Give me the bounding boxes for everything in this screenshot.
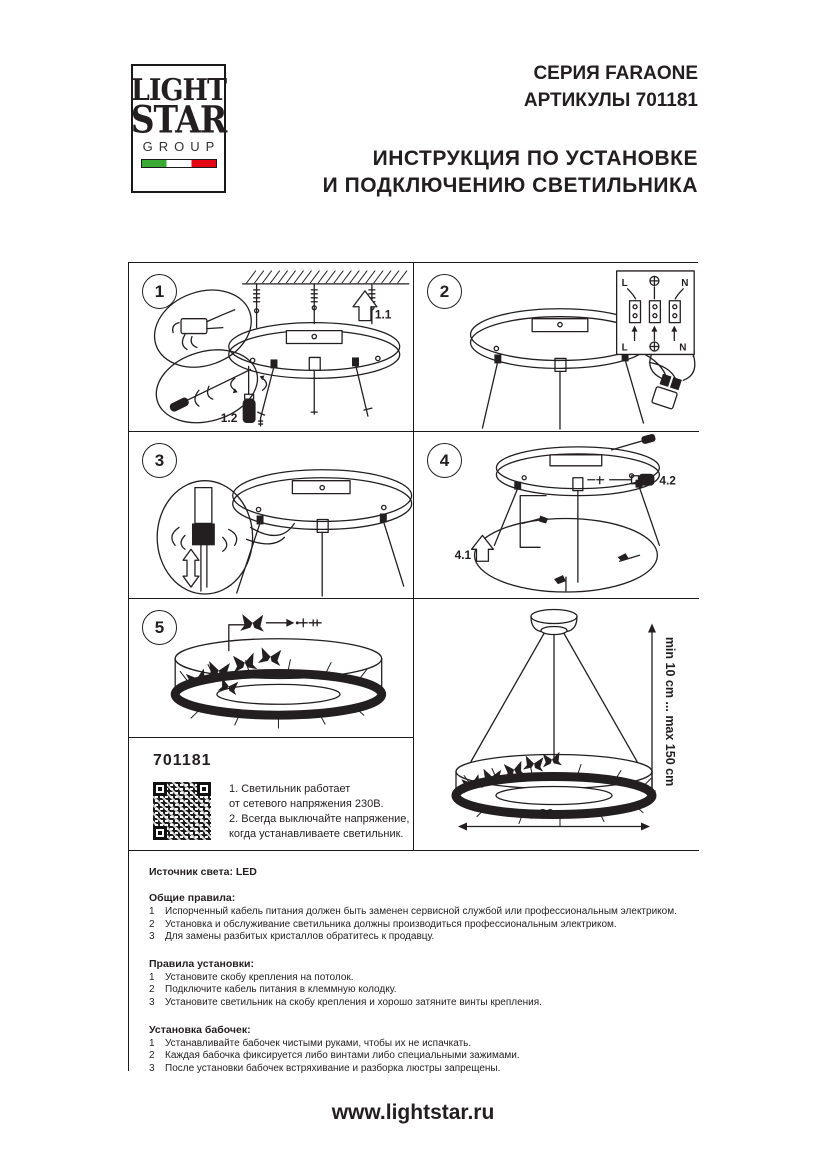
panel-step-4 xyxy=(414,432,699,599)
rule-item: 3 После установки бабочек встряхивание и разборка люстры запрещены. xyxy=(149,1062,501,1074)
panel-step-1 xyxy=(129,263,414,432)
terminal-label-L-top: L xyxy=(621,277,628,289)
label-4-2: 4.2 xyxy=(659,473,676,488)
diameter-label: ø80 cm xyxy=(530,806,578,822)
qr-code xyxy=(153,782,211,840)
panel-dimensions xyxy=(414,599,699,850)
instruction-title-line2: И ПОДКЛЮЧЕНИЮ СВЕТИЛЬНИКА xyxy=(322,174,698,197)
label-1-1: 1.1 xyxy=(374,307,392,322)
section-title-butterflies: Установка бабочек: xyxy=(149,1023,251,1036)
instruction-title xyxy=(323,145,698,199)
step-number-badge: 3 xyxy=(142,443,177,478)
up-down-arrow xyxy=(183,549,199,587)
panel-step-5 xyxy=(129,599,414,738)
rule-item: 1 Испорченный кабель питания должен быть заменен сервисной службой или профессиональным электриком. xyxy=(149,906,677,917)
step-number-badge: 4 xyxy=(427,443,462,478)
series-title: СЕРИЯ FARAONE xyxy=(533,63,698,84)
rule-item: 2 Подключите кабель питания в клеммную колодку. xyxy=(149,984,397,996)
logo-text-light: LIGHT xyxy=(130,73,227,108)
logo-text-star: STAR xyxy=(130,97,227,142)
note-line: когда устанавливаете светильник. xyxy=(229,828,404,840)
rule-item: 3 Установите светильник на скобу крепления и хорошо затяните винты крепления. xyxy=(149,996,542,1008)
note-line: 1. Светильник работает xyxy=(229,783,351,795)
rule-item: 3 Для замены разбитых кристаллов обратитесь к продавцу. xyxy=(149,931,435,943)
rule-item: 2 Каждая бабочка фиксируется либо винтами либо специальными зажимами. xyxy=(149,1050,520,1062)
article-number: 701181 xyxy=(153,752,212,769)
step-number-badge: 1 xyxy=(142,274,177,309)
lightstar-logo xyxy=(131,64,226,193)
suspension-cables xyxy=(471,634,637,762)
terminal-label-N-top: N xyxy=(681,277,689,289)
label-1-2: 1.2 xyxy=(220,411,238,426)
rule-item: 1 Установите скобу крепления на потолок. xyxy=(149,971,354,983)
panel-step-2 xyxy=(414,263,699,432)
section-title-general: Общие правила: xyxy=(149,892,236,904)
safety-notes xyxy=(229,782,409,842)
section-title-install: Правила установки: xyxy=(149,957,254,970)
height-range-label: min 10 cm ... max 150 cm xyxy=(663,636,677,787)
panel-product xyxy=(129,738,414,850)
rule-item: 1 Устанавливайте бабочек чистыми руками, чтобы их не испачкать. xyxy=(149,1037,472,1049)
panel-step-3 xyxy=(129,432,414,599)
note-line: от сетевого напряжения 230В. xyxy=(229,798,384,810)
butterfly-callout xyxy=(240,613,265,632)
rule-item: 2 Установка и обслуживание светильника должны производиться профессиональным электриком. xyxy=(149,918,617,930)
logo-text-group: GROUP xyxy=(142,139,221,154)
step-number-badge: 2 xyxy=(427,274,462,309)
instruction-title-line1: ИНСТРУКЦИЯ ПО УСТАНОВКЕ xyxy=(372,147,698,170)
website-url: www.lightstar.ru xyxy=(331,1101,495,1124)
label-4-1: 4.1 xyxy=(454,548,472,563)
terminal-label-L-bottom: L xyxy=(621,342,628,354)
instruction-grid xyxy=(128,262,698,1074)
step-number-badge: 5 xyxy=(142,610,177,645)
article-title: АРТИКУЛЫ 701181 xyxy=(523,90,698,111)
note-line: 2. Всегда выключайте напряжение, xyxy=(229,813,410,825)
italian-flag-bar xyxy=(141,159,217,168)
ceiling-canopy xyxy=(531,610,577,624)
document-header xyxy=(323,60,698,199)
terminal-label-N-bottom: N xyxy=(679,342,687,354)
panel-info-text xyxy=(129,850,699,1072)
chandelier-drawing xyxy=(414,599,699,850)
light-source-line: Источник света: LED xyxy=(149,866,257,878)
butterfly-screw xyxy=(299,619,321,627)
